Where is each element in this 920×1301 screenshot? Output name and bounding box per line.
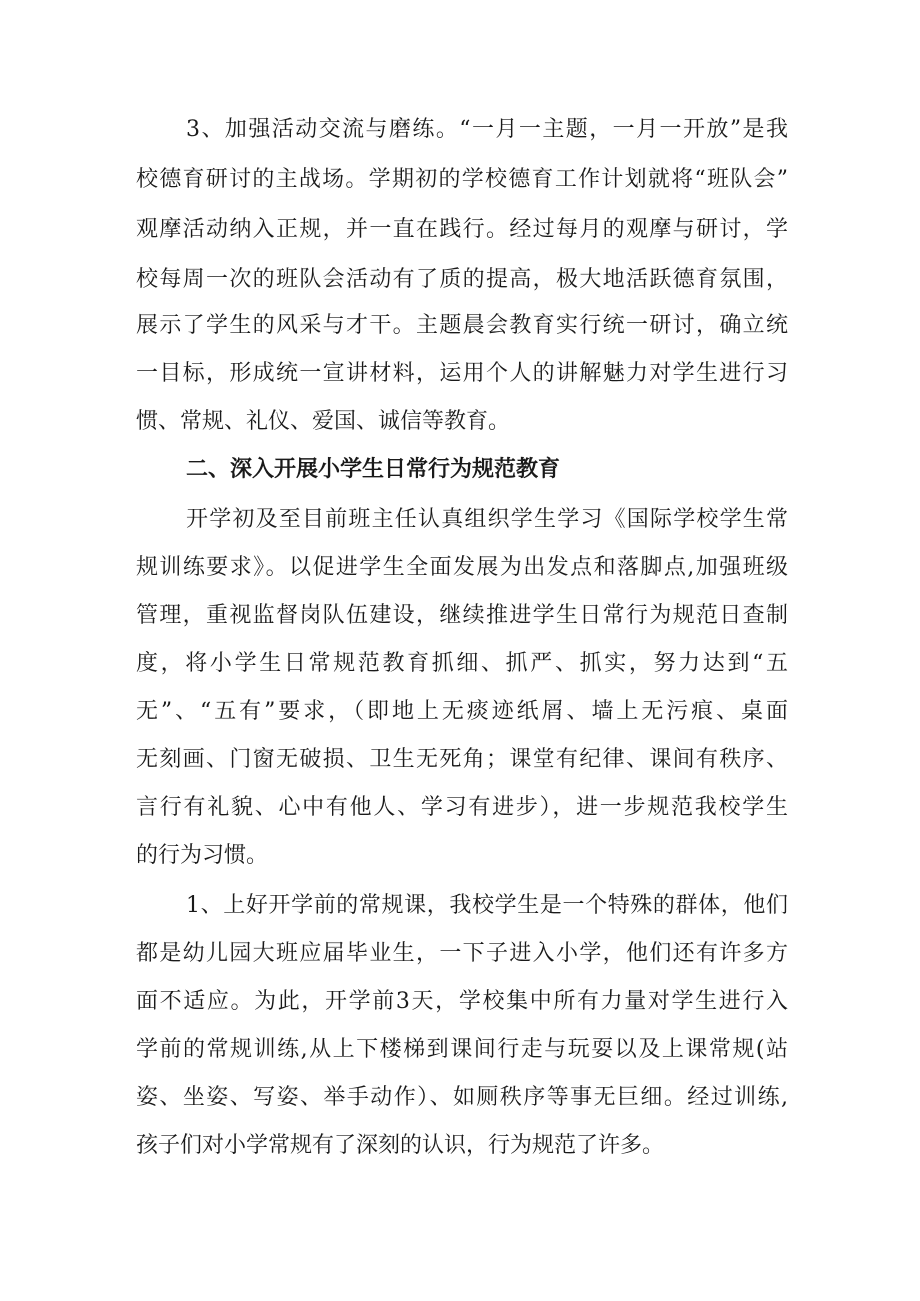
paragraph-3-line-1: 1、上好开学前的常规课，我校学生是一个特殊的群体，他们 [186, 893, 788, 918]
paragraph-2-line-6: 无刻画、门窗无破损、卫生无死角；课堂有纪律、课间有秩序、 [136, 747, 788, 772]
paragraph-2-line-3: 管理，重视监督岗队伍建设，继续推进学生日常行为规范日查制 [136, 603, 788, 628]
paragraph-1-line-6: 一目标，形成统一宣讲材料，运用个人的讲解魅力对学生进行习 [136, 361, 788, 386]
paragraph-2-line-8: 的行为习惯。 [136, 843, 269, 868]
paragraph-3-line-5: 姿、坐姿、写姿、举手动作）、如厕秩序等事无巨细。经过训练, [136, 1085, 788, 1110]
paragraph-3-line-2: 都是幼儿园大班应届毕业生，一下子进入小学，他们还有许多方 [136, 941, 788, 966]
paragraph-2-line-7: 言行有礼貌、心中有他人、学习有进步），进一步规范我校学生 [136, 795, 788, 820]
section-heading: 二、深入开展小学生日常行为规范教育 [186, 457, 561, 482]
paragraph-3-line-3: 面不适应。为此，开学前3天，学校集中所有力量对学生进行入 [136, 989, 788, 1014]
paragraph-2-line-1: 开学初及至目前班主任认真组织学生学习《国际学校学生常 [186, 507, 788, 532]
paragraph-1-line-4: 校每周一次的班队会活动有了质的提高，极大地活跃德育氛围， [136, 267, 788, 292]
paragraph-2-line-4: 度，将小学生日常规范教育抓细、抓严、抓实，努力达到“五 [136, 651, 788, 676]
paragraph-1-line-7: 惯、常规、礼仪、爱国、诚信等教育。 [136, 409, 511, 434]
paragraph-3-line-4: 学前的常规训练,从上下楼梯到课间行走与玩耍以及上课常规(站 [136, 1037, 788, 1062]
paragraph-1-line-1: 3、加强活动交流与磨练。“一月一主题，一月一开放”是我 [186, 117, 788, 142]
paragraph-3-line-6: 孩子们对小学常规有了深刻的认识，行为规范了许多。 [136, 1133, 665, 1158]
paragraph-1-line-3: 观摩活动纳入正规，并一直在践行。经过每月的观摩与研讨，学 [136, 217, 788, 242]
paragraph-2-line-2: 规训练要求》。以促进学生全面发展为出发点和落脚点,加强班级 [136, 555, 788, 580]
paragraph-1-line-2: 校德育研讨的主战场。学期初的学校德育工作计划就将“班队会” [136, 167, 788, 192]
paragraph-1-line-5: 展示了学生的风采与才干。主题晨会教育实行统一研讨，确立统 [136, 313, 788, 338]
paragraph-2-line-5: 无”、“五有”要求，（即地上无痰迹纸屑、墙上无污痕、桌面 [136, 699, 788, 724]
